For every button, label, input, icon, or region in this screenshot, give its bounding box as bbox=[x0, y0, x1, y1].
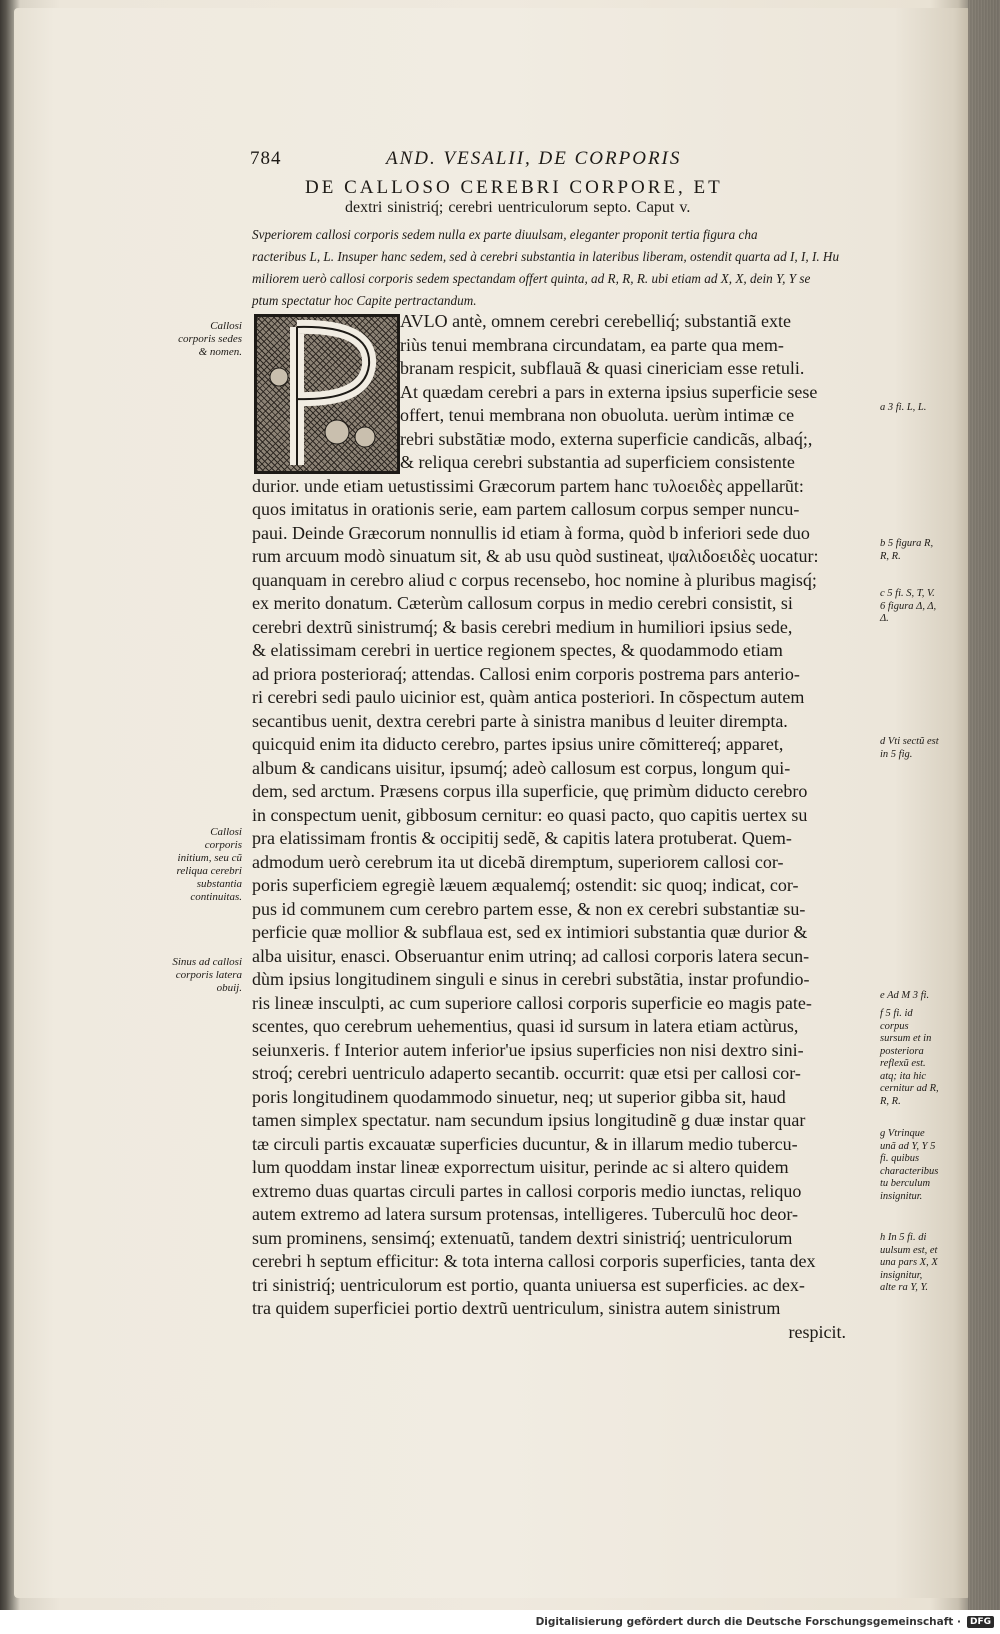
text-line: & reliqua cerebri substantia ad superficiem consistente bbox=[400, 452, 795, 472]
text-line: AVLO antè, omnem cerebri cerebelliq́; substantiã exte bbox=[400, 311, 792, 331]
text-line: autem extremo ad latera sursum protensas, intelligeres. Tuberculũ hoc deor- bbox=[252, 1204, 798, 1224]
text-line: ri cerebri sedi paulo uicinior est, quàm antica posteriori. In cõspectum autem bbox=[252, 687, 805, 707]
text-line: admodum uerò cerebrum ita ut dicebã diremptum, superiorem callosi cor- bbox=[252, 851, 784, 872]
margin-note-right: b 5 figura R, R, R. bbox=[880, 538, 934, 562]
chapter-subtitle: dextri sinistriq́; cerebri uentriculorum septo. Caput v. bbox=[345, 199, 691, 216]
text-line: offert, tenui membrana non obuoluta. uerùm intimæ ce bbox=[400, 405, 795, 425]
margin-note-left: Callosi corporis initium, seu cũ reliqua cerebri substantia continuitas. bbox=[176, 826, 242, 903]
text-line: riùs tenui membrana circundatam, ea parte qua mem- bbox=[400, 334, 784, 355]
running-title: AND. VESALII, DE CORPORIS bbox=[386, 148, 682, 169]
margin-note-left: Sinus ad callosi corporis latera obuij. bbox=[172, 956, 242, 994]
text-line: rum arcuum modò sinuatum sit, & ab usu quòd sustineat, ψαλιδοειδὲς uocatur: bbox=[252, 546, 819, 566]
text-line: tra quidem superficiei portio dextrũ uentriculum, sinistra autem sinistrum bbox=[252, 1298, 781, 1318]
text-line: cerebri h septum efficitur: & tota interna callosi corporis superficies, tanta dex bbox=[252, 1251, 816, 1271]
text-line: tri sinistriq́; uentriculorum est portio, quanta uniuersa est superficies. ac dex- bbox=[252, 1274, 805, 1295]
running-header bbox=[250, 148, 770, 174]
summary-line: ptum spectatur hoc Capite pertractandum. bbox=[252, 293, 477, 308]
text-line: ris lineæ insculpti, ac cum superiore callosi corporis superficie eo magis pate- bbox=[252, 992, 812, 1013]
text-line: quos imitatus in orationis serie, eam partem callosum corpus semper nuncu- bbox=[252, 499, 800, 519]
text-line: poris superficiem egregiè læuem æqualemq́; ostendit: sic quoq; indicat, cor- bbox=[252, 875, 799, 895]
chapter-title: DE CALLOSO CEREBRI CORPORE, ET bbox=[305, 177, 723, 198]
margin-note-right: a 3 fi. L, L. bbox=[880, 402, 927, 413]
digitization-footer bbox=[0, 1610, 1000, 1634]
footer-credit: Digitalisierung gefördert durch die Deutsche Forschungsgemeinschaft · bbox=[535, 1616, 961, 1628]
text-line: lum quoddam instar lineæ exporrectum uisitur, perinde ac si altero quidem bbox=[252, 1157, 789, 1177]
text-line: dùm ipsius longitudinem singuli e sinus in cerebri substãtia, instar profundio- bbox=[252, 969, 810, 989]
text-line: in conspectum uenit, gibbosum cernitur: eo quasi pacto, quo capitis uertex su bbox=[252, 804, 808, 825]
summary-line: Svperiorem callosi corporis sedem nulla ex parte diuulsam, eleganter proponit tertia figura cha bbox=[252, 227, 758, 242]
margin-note-right: e Ad M 3 fi. bbox=[880, 990, 930, 1001]
text-line: scentes, quo cerebrum uehementius, quasi id sursum in latera etiam actùrus, bbox=[252, 1016, 799, 1036]
margin-note-left: Callosi corporis sedes & nomen. bbox=[178, 320, 242, 358]
text-line: alba uisitur, enasci. Obseruantur enim utrinq; ad callosi corporis latera secun- bbox=[252, 945, 810, 966]
text-line: quicquid enim ita diducto cerebro, partes ipsius unire cõmittereq́; apparet, bbox=[252, 734, 784, 754]
page-number: 784 bbox=[250, 148, 282, 169]
dfg-logo-icon: DFG bbox=[967, 1616, 994, 1628]
text-line: pus id communem cum cerebro partem esse, & non ex cerebri substantiæ su- bbox=[252, 898, 806, 919]
margin-note-right: h In 5 fi. di uulsum est, et una pars X, X insignitur, alte ra Y, Y. bbox=[880, 1232, 938, 1293]
text-line: ad priora posterioraq́; attendas. Callosi enim corporis postrema pars anterio- bbox=[252, 663, 800, 684]
page-stack-edge bbox=[968, 0, 1000, 1610]
chapter-summary bbox=[252, 224, 850, 312]
text-line: quanquam in cerebro aliud c corpus recensebo, hoc nomine à pluribus magisq́; bbox=[252, 569, 817, 590]
text-line: seiunxeris. f Interior autem inferior'ue ipsius superficies non nisi dextro sini- bbox=[252, 1039, 804, 1060]
margin-note-right: c 5 fi. S, T, V. 6 figura Δ, Δ, Δ. bbox=[880, 588, 937, 624]
margin-note-right: f 5 fi. id corpus sursum et in posteriora reflexũ est. atq; ita hic cernitur ad R, R, R. bbox=[880, 1008, 939, 1107]
text-line: sum prominens, sensimq́; extenuatũ, tandem dextri sinistriq́; uentriculorum bbox=[252, 1227, 793, 1248]
main-text bbox=[252, 310, 856, 1344]
text-line: stroq́; cerebri uentriculo adaperto secantib. occurrit: quæ etsi per callosi cor- bbox=[252, 1063, 801, 1083]
summary-line: racteribus L, L. Insuper hanc sedem, sed à cerebri substantia in lateribus liberam, ostendit quarta ad I, I, I. Hu bbox=[252, 249, 840, 264]
text-line: tæ circuli partis excauatæ superficies ducuntur, & in illarum medio tubercu- bbox=[252, 1133, 798, 1154]
text-line: At quædam cerebri a pars in externa ipsius superficie sese bbox=[400, 381, 818, 402]
text-line: respicit. bbox=[788, 1321, 846, 1342]
margin-note-right: g Vtrinque unã ad Y, Y 5 fi. quibus characteribus tu berculum insignitur. bbox=[880, 1128, 939, 1202]
text-line: ex merito donatum. Cæterùm callosum corpus in medio cerebri consistit, si bbox=[252, 593, 793, 613]
text-line: & elatissimam cerebri in uertice regionem spectes, & quodammodo etiam bbox=[252, 640, 783, 660]
text-line: pra elatissimam frontis & occipitij sedẽ, & capitis latera protuberat. Quem- bbox=[252, 828, 792, 848]
text-line: poris longitudinem quodammodo sinuetur, neq; ut superior gibba sit, haud bbox=[252, 1086, 786, 1107]
text-line: cerebri dextrũ sinistrumq́; & basis cerebri medium in humiliori ipsius sede, bbox=[252, 616, 793, 637]
text-line: album & candicans uisitur, ipsumq́; adeò callosum est corpus, longum qui- bbox=[252, 757, 791, 778]
text-line: dem, sed arctum. Præsens corpus illa superficie, quę primùm diducto cerebro bbox=[252, 781, 808, 801]
text-line: tamen simplex spectatur. nam secundum ipsius longitudinẽ g duæ instar quar bbox=[252, 1110, 806, 1130]
text-line: extremo duas quartas circuli partes in callosi corporis medio iunctas, reliquo bbox=[252, 1180, 802, 1201]
text-line: durior. unde etiam uetustissimi Græcorum partem hanc τυλοειδὲς appellarũt: bbox=[252, 475, 804, 496]
summary-line: miliorem uerò callosi corporis sedem spectandam offert quinta, ad R, R, R. ubi etiam ad X, X, dein Y, Y se bbox=[252, 271, 811, 286]
text-line: perficie quæ mollior & subflaua est, sed ex intimiori substantia quæ durior & bbox=[252, 922, 808, 942]
text-line: paui. Deinde Græcorum nonnullis id etiam à forma, quòd b inferiori sede duo bbox=[252, 522, 810, 543]
margin-note-right: d Vti sectũ est in 5 fig. bbox=[880, 736, 939, 760]
text-line: secantibus uenit, dextra cerebri parte à sinistra manibus d leuiter dirempta. bbox=[252, 710, 788, 731]
text-line: branam respicit, subflauã & quasi cinericiam esse retuli. bbox=[400, 358, 805, 378]
text-line: rebri substãtiæ modo, externa superficie candicãs, albaq́;, bbox=[400, 428, 813, 449]
